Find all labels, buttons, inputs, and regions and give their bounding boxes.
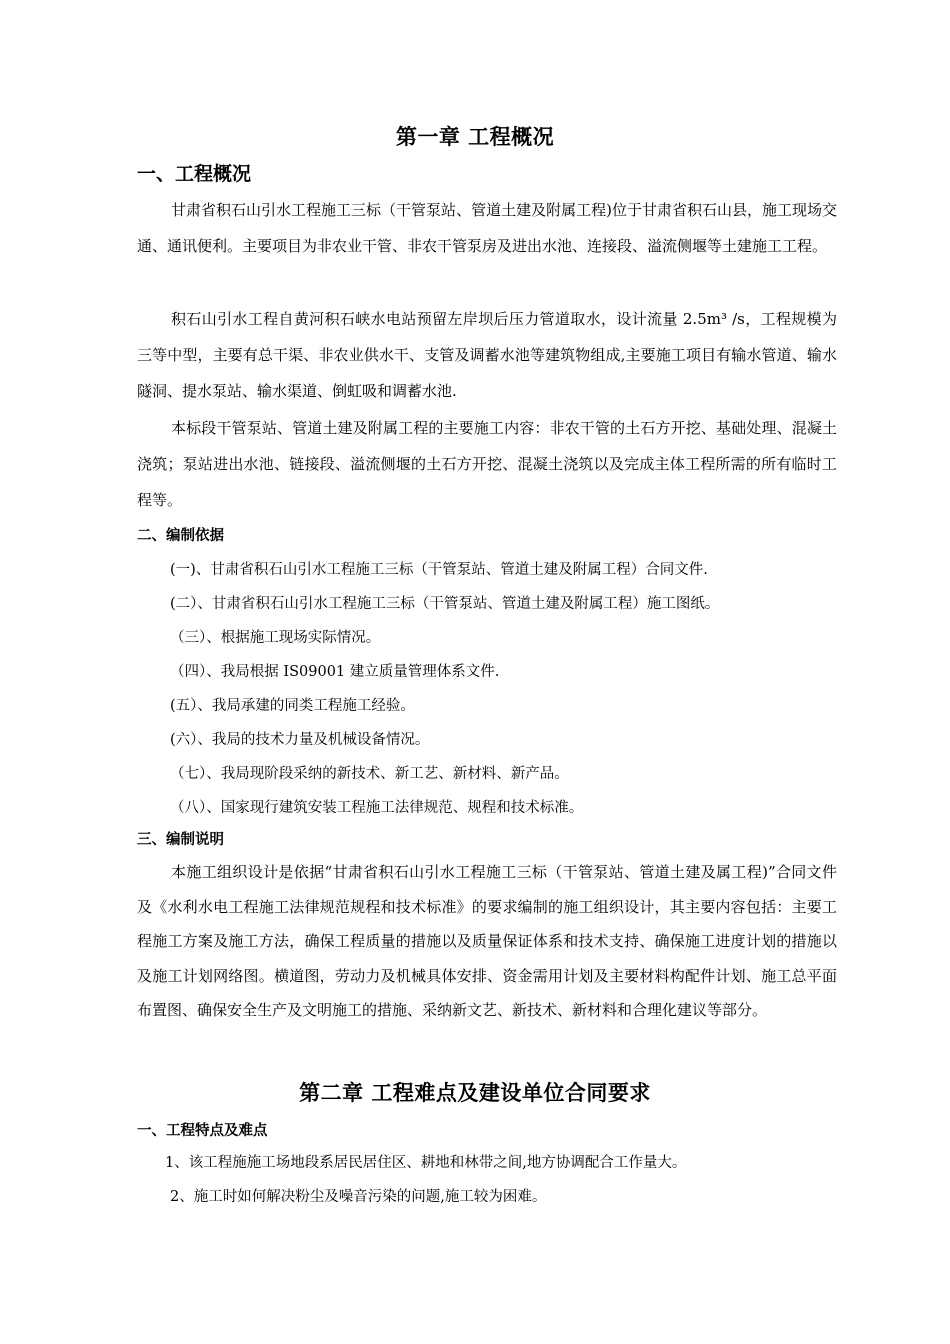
overview-paragraph-3: 本标段干管泵站、管道土建及附属工程的主要施工内容：非农干管的土石方开挖、基础处理、混凝土浇筑；泵站进出水池、链接段、溢流侧堰的土石方开挖、混凝土浇筑以及完成主体工程所需的所有临时工程等。 <box>137 419 837 509</box>
overview-paragraph-2: 积石山引水工程自黄河积石峡水电站预留左岸坝后压力管道取水，设计流量 2.5m³ /s，工程规模为三等中型，主要有总干渠、非农业供水干、支管及调蓄水池等建筑物组成,主要施工项目有输水管道、输水隧洞、提水泵站、输水渠道、倒虹吸和调蓄水池. <box>137 310 837 400</box>
basis-item-8: （八）、国家现行建筑安装工程施工法律规范、规程和技术标准。 <box>170 800 584 816</box>
explanation-paragraph: 本施工组织设计是依据“甘肃省积石山引水工程施工三标（干管泵站、管道土建及属工程)”合同文件及《水利水电工程施工法律规范规程和技术标准》的要求编制的施工组织设计，其主要内容包括：主要工程施工方案及施工方法，确保工程质量的措施以及质量保证体系和技术支持、确保施工进度计划的措施以及施工计划网络图。横道图，劳动力及机械具体安排、资金需用计划及主要材料构配件计划、施工总平面布置图、确保安全生产及文明施工的措施、采纳新文艺、新技术、新材料和合理化建议等部分。 <box>137 863 837 1019</box>
chapter2-title: 第二章 工程难点及建设单位合同要求 <box>299 1080 651 1105</box>
chapter1-title: 第一章 工程概况 <box>395 124 555 149</box>
basis-item-3: （三）、根据施工现场实际情况。 <box>170 630 381 646</box>
basis-item-6: (六）、我局的技术力量及机械设备情况。 <box>170 732 430 748</box>
difficulty-item-2: 2、施工时如何解决粉尘及噪音污染的问题,施工较为困难。 <box>170 1189 547 1205</box>
overview-paragraph-1: 甘肃省积石山引水工程施工三标（干管泵站、管道土建及附属工程)位于甘肃省积石山县，施工现场交通、通讯便利。主要项目为非农业干管、非农干管泵房及进出水池、连接段、溢流侧堰等土建施工工程。 <box>137 201 837 255</box>
section-heading-explanation: 三、编制说明 <box>137 832 224 848</box>
basis-item-5: (五）、我局承建的同类工程施工经验。 <box>170 698 415 714</box>
basis-item-1: (一)、甘肃省积石山引水工程施工三标（干管泵站、管道土建及附属工程）合同文件. <box>170 562 708 578</box>
basis-item-2: (二）、甘肃省积石山引水工程施工三标（干管泵站、管道土建及附属工程）施工图纸。 <box>170 596 720 612</box>
section-heading-difficulties: 一、工程特点及难点 <box>137 1123 268 1139</box>
difficulty-item-1: 1、该工程施施工场地段系居民居住区、耕地和林带之间,地方协调配合工作量大。 <box>165 1155 687 1171</box>
basis-item-7: （七）、我局现阶段采纳的新技术、新工艺、新材料、新产品。 <box>170 766 569 782</box>
section-heading-basis: 二、编制依据 <box>137 528 224 544</box>
basis-item-4: （四）、我局根据 IS09001 建立质量管理体系文件. <box>170 664 500 680</box>
section-heading-overview: 一、工程概况 <box>137 163 252 185</box>
